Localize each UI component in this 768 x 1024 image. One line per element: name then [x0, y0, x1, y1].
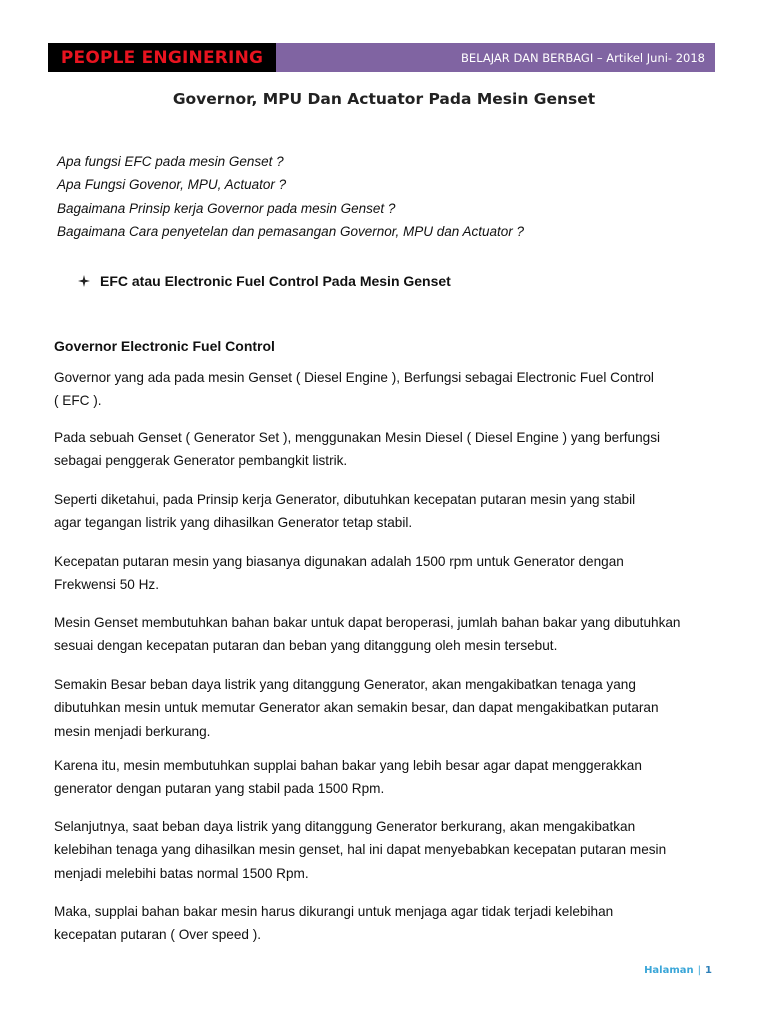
paragraph-line: kelebihan tenaga yang dihasilkan mesin genset, hal ini dapat menyebabkan kecepatan putaran mesin [54, 842, 667, 858]
page-footer [644, 965, 712, 976]
footer-separator: | [697, 965, 702, 976]
paragraph-line: Semakin Besar beban daya listrik yang ditanggung Generator, akan mengakibatkan tenaga yang [54, 677, 636, 692]
footer-label: Halaman [644, 965, 694, 976]
header-tagline: BELAJAR DAN BERBAGI – Artikel Juni- 2018 [276, 43, 715, 72]
document-title: Governor, MPU Dan Actuator Pada Mesin Genset [172, 90, 596, 108]
paragraph-line: Maka, supplai bahan bakar mesin harus dikurangi untuk menjaga agar tidak terjadi kelebihan [54, 904, 614, 919]
paragraph-line: Selanjutnya, saat beban daya listrik yang ditanggung Generator berkurang, akan mengakibatkan [54, 819, 636, 834]
paragraph-line: menjadi melebihi batas normal 1500 Rpm. [54, 865, 309, 881]
paragraph-line: Pada sebuah Genset ( Generator Set ), menggunakan Mesin Diesel ( Diesel Engine ) yang berfungsi [54, 430, 661, 445]
paragraph-line: Mesin Genset membutuhkan bahan bakar untuk dapat beroperasi, jumlah bahan bakar yang dibutuhkan [54, 615, 681, 630]
paragraph [54, 366, 724, 413]
paragraph [54, 611, 724, 658]
paragraph-line: generator dengan putaran yang stabil pada 1500 Rpm. [54, 781, 385, 797]
brand-logo: PEOPLE ENGINERING [48, 43, 276, 72]
paragraph-line: dibutuhkan mesin untuk memutar Generator akan semakin besar, dan dapat mengakibatkan putaran [54, 700, 659, 716]
section-heading [78, 273, 451, 289]
paragraph [54, 815, 724, 885]
page-header [48, 43, 715, 72]
paragraph [54, 900, 724, 947]
paragraph-line: kecepatan putaran ( Over speed ). [54, 927, 262, 943]
paragraph-line: Kecepatan putaran mesin yang biasanya digunakan adalah 1500 rpm untuk Generator dengan [54, 554, 624, 569]
paragraph-line: sesuai dengan kecepatan putaran dan beban yang ditanggung oleh mesin tersebut. [54, 638, 558, 654]
paragraph-line: Governor yang ada pada mesin Genset ( Diesel Engine ), Berfungsi sebagai Electronic Fuel Control [54, 370, 654, 385]
paragraph [54, 673, 724, 743]
paragraph-line: mesin menjadi berkurang. [54, 723, 211, 739]
question-item: Apa fungsi EFC pada mesin Genset ? [57, 154, 284, 169]
paragraph [54, 426, 724, 473]
subheading: Governor Electronic Fuel Control [54, 338, 275, 354]
paragraph [54, 550, 724, 597]
question-item: Apa Fungsi Govenor, MPU, Actuator ? [57, 177, 287, 193]
diamond-bullet-icon [78, 275, 90, 287]
question-item: Bagaimana Prinsip kerja Governor pada mesin Genset ? [57, 200, 396, 216]
paragraph [54, 754, 724, 801]
paragraph-line: agar tegangan listrik yang dihasilkan Generator tetap stabil. [54, 515, 413, 531]
paragraph-line: Frekwensi 50 Hz. [54, 577, 160, 593]
section-heading-text: EFC atau Electronic Fuel Control Pada Mesin Genset [100, 273, 451, 289]
page-number: 1 [705, 965, 712, 976]
paragraph-line: ( EFC ). [54, 393, 102, 409]
paragraph-line: Seperti diketahui, pada Prinsip kerja Generator, dibutuhkan kecepatan putaran mesin yang stabil [54, 492, 636, 507]
paragraph-line: sebagai penggerak Generator pembangkit listrik. [54, 453, 348, 469]
question-list [57, 150, 717, 243]
paragraph-line: Karena itu, mesin membutuhkan supplai bahan bakar yang lebih besar agar dapat menggerakkan [54, 758, 642, 773]
paragraph [54, 488, 724, 535]
question-item: Bagaimana Cara penyetelan dan pemasangan Governor, MPU dan Actuator ? [57, 223, 525, 239]
